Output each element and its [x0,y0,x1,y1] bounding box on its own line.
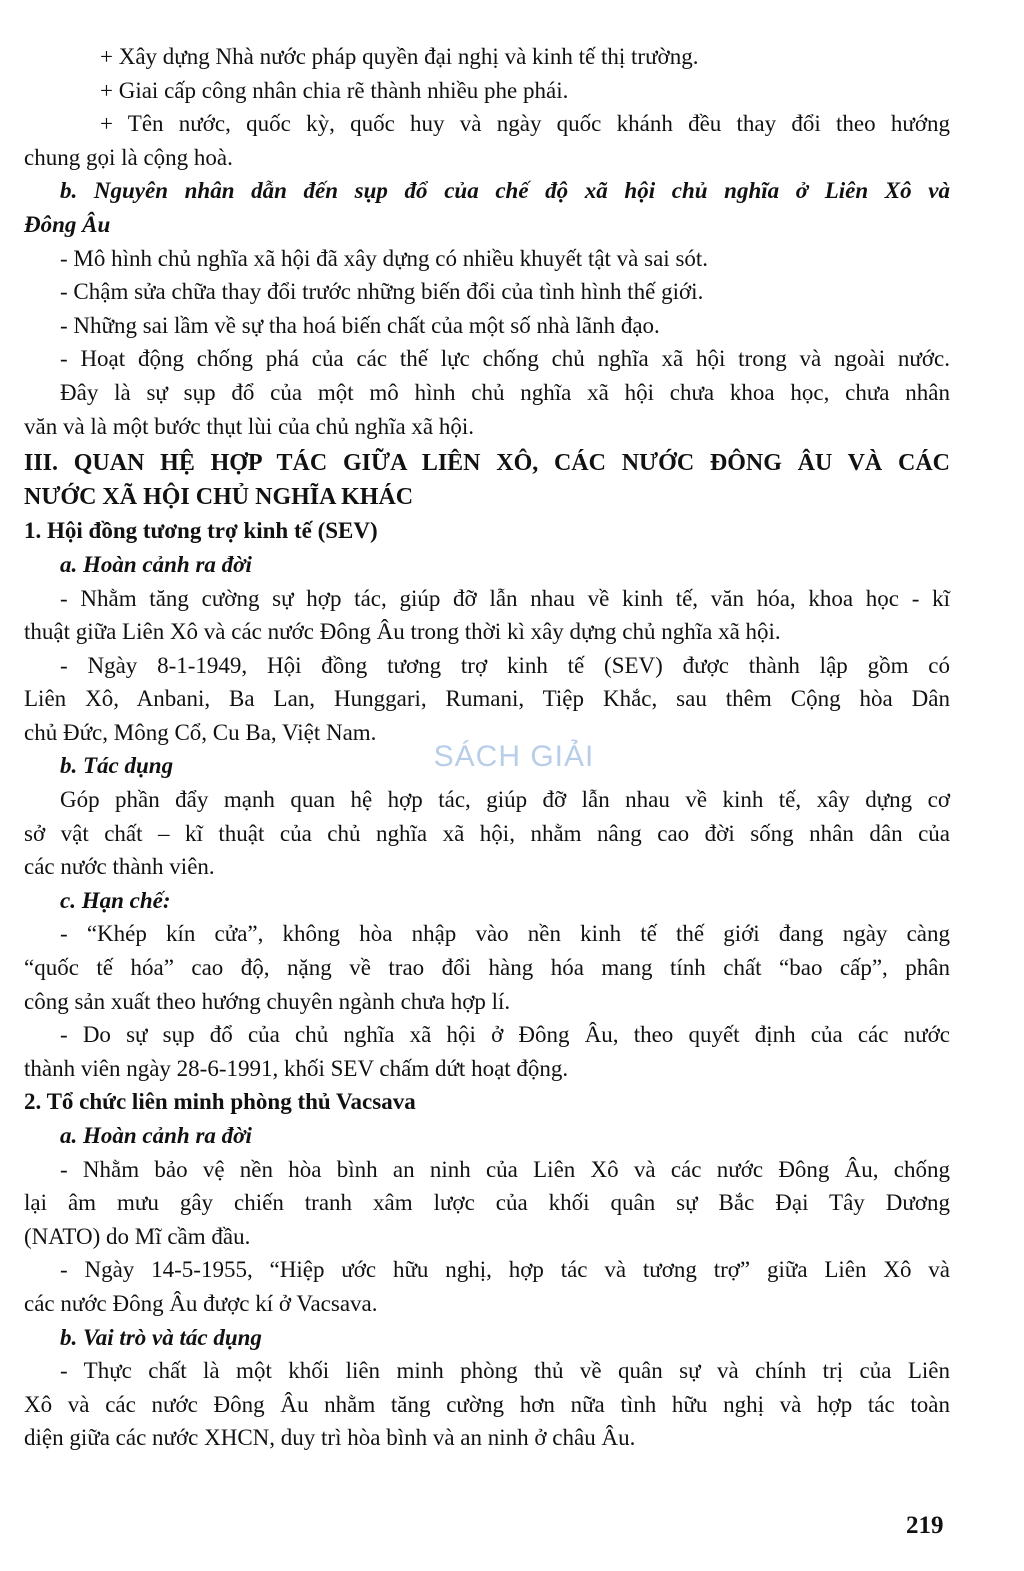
subsection-heading: b. Tác dụng [60,753,174,779]
subsection-heading: a. Hoàn cảnh ra đời [60,551,252,577]
text-line: - Mô hình chủ nghĩa xã hội đã xây dựng có nhiều khuyết tật và sai sót. [60,245,709,271]
text-line: - Nhằm bảo vệ nền hòa bình an ninh của Liên Xô và các nước Đông Âu, chống [60,1156,950,1182]
text-line: - Hoạt động chống phá của các thế lực chống chủ nghĩa xã hội trong và ngoài nước. [60,346,950,372]
text-line: công sản xuất theo hướng chuyên ngành chưa hợp lí. [24,988,511,1014]
text-line: Góp phần đẩy mạnh quan hệ hợp tác, giúp đỡ lẫn nhau về kinh tế, xây dựng cơ [60,787,950,813]
text-line: - Ngày 14-5-1955, “Hiệp ước hữu nghị, hợp tác và tương trợ” giữa Liên Xô và [60,1257,950,1283]
subsection-heading: c. Hạn chế: [60,887,171,913]
text-line: - “Khép kín cửa”, không hòa nhập vào nền kinh tế thế giới đang ngày càng [60,921,950,947]
section-heading: NƯỚC XÃ HỘI CHỦ NGHĨA KHÁC [24,483,414,510]
text-line: - Ngày 8-1-1949, Hội đồng tương trợ kinh tế (SEV) được thành lập gồm có [60,652,950,678]
text-line: + Tên nước, quốc kỳ, quốc huy và ngày quốc khánh đều thay đổi theo hướng [100,111,950,137]
text-line: chủ Đức, Mông Cổ, Cu Ba, Việt Nam. [24,719,377,745]
section-heading: III. QUAN HỆ HỢP TÁC GIỮA LIÊN XÔ, CÁC NƯỚC ĐÔNG ÂU VÀ CÁC [24,450,950,477]
text-line: - Những sai lầm về sự tha hoá biến chất của một số nhà lãnh đạo. [60,312,660,338]
text-line: Liên Xô, Anbani, Ba Lan, Hunggari, Rumani, Tiệp Khắc, sau thêm Cộng hòa Dân [24,686,950,712]
text-line: lại âm mưu gây chiến tranh xâm lược của khối quân sự Bắc Đại Tây Dương [24,1190,950,1216]
text-line: thành viên ngày 28-6-1991, khối SEV chấm dứt hoạt động. [24,1055,569,1081]
text-line: - Chậm sửa chữa thay đổi trước những biến đổi của tình hình thế giới. [60,279,704,305]
numbered-heading: 1. Hội đồng tương trợ kinh tế (SEV) [24,518,378,544]
subsection-heading: Đông Âu [24,211,111,237]
subsection-heading: b. Nguyên nhân dẫn đến sụp đổ của chế độ xã hội chủ nghĩa ở Liên Xô và [60,178,950,204]
subsection-heading: a. Hoàn cảnh ra đời [60,1123,252,1148]
text-line: các nước thành viên. [24,854,215,880]
text-line: thuật giữa Liên Xô và các nước Đông Âu trong thời kì xây dựng chủ nghĩa xã hội. [24,619,781,645]
text-line: Xô và các nước Đông Âu nhằm tăng cường hơn nữa tình hữu nghị và hợp tác toàn [24,1391,950,1417]
text-line: + Xây dựng Nhà nước pháp quyền đại nghị và kinh tế thị trường. [100,44,699,69]
text-line: sở vật chất – kĩ thuật của chủ nghĩa xã hội, nhằm nâng cao đời sống nhân dân của [24,820,950,846]
text-line: “quốc tế hóa” cao độ, nặng về trao đổi hàng hóa mang tính chất “bao cấp”, phân [24,955,950,981]
text-line: (NATO) do Mĩ cầm đầu. [24,1223,251,1249]
text-line: - Do sự sụp đổ của chủ nghĩa xã hội ở Đông Âu, theo quyết định của các nước [60,1022,950,1048]
watermark-logo: SÁCH GIẢI [433,740,595,773]
numbered-heading: 2. Tổ chức liên minh phòng thủ Vacsava [24,1089,416,1115]
text-line: văn và là một bước thụt lùi của chủ nghĩa xã hội. [24,413,475,439]
text-line: - Thực chất là một khối liên minh phòng thủ về quân sự và chính trị của Liên [60,1358,950,1384]
text-line: diện giữa các nước XHCN, duy trì hòa bình và an ninh ở châu Âu. [24,1425,636,1451]
text-line: các nước Đông Âu được kí ở Vacsava. [24,1290,378,1316]
text-line: chung gọi là cộng hoà. [24,144,233,170]
text-line: + Giai cấp công nhân chia rẽ thành nhiều phe phái. [100,77,569,103]
text-line: - Nhằm tăng cường sự hợp tác, giúp đỡ lẫn nhau về kinh tế, văn hóa, khoa học - kĩ [60,585,950,611]
page-number: 219 [906,1512,944,1539]
text-line: Đây là sự sụp đổ của một mô hình chủ nghĩa xã hội chưa khoa học, chưa nhân [60,379,950,405]
subsection-heading: b. Vai trò và tác dụng [60,1324,262,1350]
